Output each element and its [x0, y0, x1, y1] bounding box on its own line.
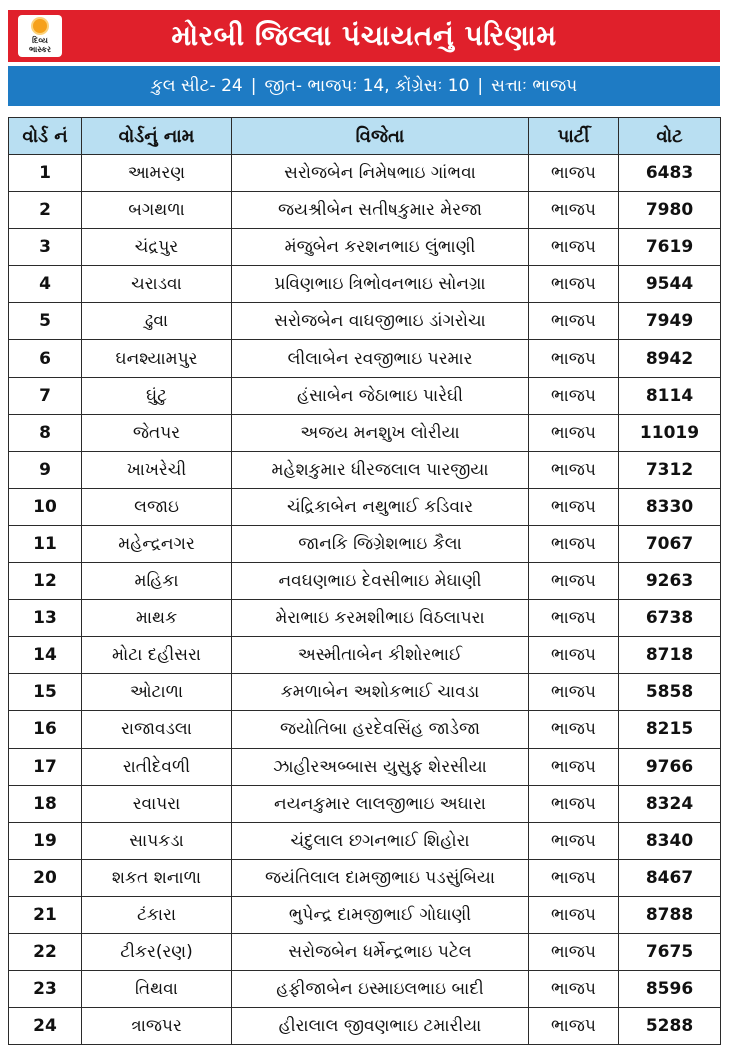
winner-cell: નવઘણભાઇ દેવસીભાઇ મેઘાણી [232, 563, 529, 600]
ward-number-cell: 15 [9, 674, 82, 711]
votes-cell: 6483 [619, 155, 721, 192]
winner-cell: મેરાભાઇ કરમશીભાઇ વિઠલાપરા [232, 600, 529, 637]
party-cell: ભાજપ [529, 192, 619, 229]
ward-number-cell: 21 [9, 896, 82, 933]
table-row [9, 451, 721, 488]
ward-number-cell: 18 [9, 785, 82, 822]
winner-cell: અજય મનશુખ લોરીયા [232, 414, 529, 451]
party-cell: ભાજપ [529, 933, 619, 970]
ward-name-cell: રાતીદેવળી [82, 748, 232, 785]
summary-separator: | [250, 76, 257, 96]
header-row [9, 118, 721, 155]
winner-cell: સરોજબેન ધર્મેન્દ્રભાઇ પટેલ [232, 933, 529, 970]
votes-cell: 8340 [619, 822, 721, 859]
party-cell: ભાજપ [529, 451, 619, 488]
logo-text-line2: ભાસ્કર [28, 44, 52, 54]
table-row [9, 822, 721, 859]
winner-cell: અસ્મીતાબેન કીશોરભાઈ [232, 637, 529, 674]
table-row [9, 525, 721, 562]
party-cell: ભાજપ [529, 748, 619, 785]
winner-cell: પ્રવિણભાઇ ત્રિભોવનભાઇ સોનગ્રા [232, 266, 529, 303]
votes-cell: 5858 [619, 674, 721, 711]
ward-number-cell: 20 [9, 859, 82, 896]
table-row [9, 748, 721, 785]
ward-number-cell: 5 [9, 303, 82, 340]
ward-number-cell: 10 [9, 488, 82, 525]
party-cell: ભાજપ [529, 414, 619, 451]
votes-cell: 8718 [619, 637, 721, 674]
table-row [9, 414, 721, 451]
winner-cell: હીરાલાલ જીવણભાઇ ટમારીયા [232, 1008, 529, 1045]
votes-cell: 8467 [619, 859, 721, 896]
ward-name-cell: જેતપર [82, 414, 232, 451]
ward-name-cell: ઓટાળા [82, 674, 232, 711]
table-row [9, 600, 721, 637]
summary-separator: | [477, 76, 484, 96]
table-row [9, 896, 721, 933]
table-row [9, 859, 721, 896]
header-ward-no: વોર્ડ નં [9, 118, 82, 155]
ward-name-cell: મોટા દહીસરા [82, 637, 232, 674]
table-row [9, 1008, 721, 1045]
votes-cell: 7619 [619, 229, 721, 266]
party-cell: ભાજપ [529, 377, 619, 414]
winner-cell: લીલાબેન રવજીભાઇ પરમાર [232, 340, 529, 377]
table-row [9, 488, 721, 525]
table-row [9, 340, 721, 377]
votes-cell: 8942 [619, 340, 721, 377]
party-cell: ભાજપ [529, 600, 619, 637]
winner-cell: જાનકિ જિગ્રેશભાઇ કૈલા [232, 525, 529, 562]
header-ward-name: વોર્ડનું નામ [82, 118, 232, 155]
party-cell: ભાજપ [529, 711, 619, 748]
votes-cell: 7312 [619, 451, 721, 488]
winner-cell: જયોતિબા હરદેવસિંહ જાડેજા [232, 711, 529, 748]
ward-name-cell: સાપકડા [82, 822, 232, 859]
title-bar [8, 10, 720, 62]
ward-number-cell: 17 [9, 748, 82, 785]
divya-bhaskar-logo [18, 15, 62, 57]
table-row [9, 563, 721, 600]
summary-total-seats: કુલ સીટ- 24 [150, 76, 243, 96]
votes-cell: 7067 [619, 525, 721, 562]
ward-name-cell: ખાખરેચી [82, 451, 232, 488]
ward-number-cell: 7 [9, 377, 82, 414]
votes-cell: 9263 [619, 563, 721, 600]
ward-name-cell: ઘનશ્યામપુર [82, 340, 232, 377]
ward-name-cell: મહિકા [82, 563, 232, 600]
ward-name-cell: ત્રાજપર [82, 1008, 232, 1045]
winner-cell: ચંદ્રિકાબેન નથુભાઈ કડિવાર [232, 488, 529, 525]
winner-cell: મંજુબેન કરશનભાઇ લુંભાણી [232, 229, 529, 266]
table-row [9, 229, 721, 266]
votes-cell: 7949 [619, 303, 721, 340]
party-cell: ભાજપ [529, 896, 619, 933]
votes-cell: 8596 [619, 971, 721, 1008]
party-cell: ભાજપ [529, 229, 619, 266]
ward-name-cell: આમરણ [82, 155, 232, 192]
page-title: મોરબી જિલ્લા પંચાયતનું પરિણામ [171, 19, 557, 52]
ward-name-cell: લજાઇ [82, 488, 232, 525]
party-cell: ભાજપ [529, 266, 619, 303]
summary-bar [8, 66, 720, 106]
table-row [9, 266, 721, 303]
ward-number-cell: 8 [9, 414, 82, 451]
ward-number-cell: 6 [9, 340, 82, 377]
winner-cell: સરોજબેન નિમેષભાઇ ગાંભવા [232, 155, 529, 192]
table-row [9, 377, 721, 414]
ward-name-cell: ઘુંટુ [82, 377, 232, 414]
winner-cell: નયનકુમાર લાલજીભાઇ અઘારા [232, 785, 529, 822]
ward-name-cell: રાજાવડલા [82, 711, 232, 748]
party-cell: ભાજપ [529, 822, 619, 859]
ward-number-cell: 13 [9, 600, 82, 637]
winner-cell: ઝાહીરઅબ્બાસ યુસુફ શેરસીયા [232, 748, 529, 785]
ward-number-cell: 24 [9, 1008, 82, 1045]
ward-number-cell: 16 [9, 711, 82, 748]
votes-cell: 8215 [619, 711, 721, 748]
votes-cell: 5288 [619, 1008, 721, 1045]
winner-cell: ભુપેન્દ્ર દામજીભાઈ ગોઘાણી [232, 896, 529, 933]
table-row [9, 674, 721, 711]
ward-number-cell: 14 [9, 637, 82, 674]
votes-cell: 9766 [619, 748, 721, 785]
ward-number-cell: 2 [9, 192, 82, 229]
votes-cell: 9544 [619, 266, 721, 303]
table-body [9, 155, 721, 1045]
votes-cell: 8114 [619, 377, 721, 414]
table-row [9, 637, 721, 674]
winner-cell: હફીજાબેન ઇસ્માઇલભાઇ બાદી [232, 971, 529, 1008]
party-cell: ભાજપ [529, 303, 619, 340]
ward-number-cell: 3 [9, 229, 82, 266]
ward-name-cell: મહેન્દ્રનગર [82, 525, 232, 562]
ward-name-cell: ચંદ્રપુર [82, 229, 232, 266]
table-row [9, 785, 721, 822]
results-table [8, 117, 721, 1045]
table-row [9, 192, 721, 229]
party-cell: ભાજપ [529, 340, 619, 377]
party-cell: ભાજપ [529, 637, 619, 674]
party-cell: ભાજપ [529, 155, 619, 192]
ward-name-cell: ટીકર(રણ) [82, 933, 232, 970]
party-cell: ભાજપ [529, 859, 619, 896]
table-row [9, 303, 721, 340]
party-cell: ભાજપ [529, 1008, 619, 1045]
votes-cell: 7980 [619, 192, 721, 229]
party-cell: ભાજપ [529, 525, 619, 562]
ward-name-cell: શકત શનાળા [82, 859, 232, 896]
summary-wins: જીત- ભાજપઃ 14, કોંગ્રેસઃ 10 [264, 76, 470, 96]
votes-cell: 8324 [619, 785, 721, 822]
winner-cell: હંસાબેન જેઠાભાઇ પારેઘી [232, 377, 529, 414]
ward-number-cell: 9 [9, 451, 82, 488]
party-cell: ભાજપ [529, 785, 619, 822]
table-row [9, 971, 721, 1008]
party-cell: ભાજપ [529, 563, 619, 600]
header-votes: વોટ [619, 118, 721, 155]
ward-number-cell: 12 [9, 563, 82, 600]
ward-number-cell: 22 [9, 933, 82, 970]
winner-cell: મહેશકુમાર ધીરજલાલ પારજીયા [232, 451, 529, 488]
votes-cell: 8788 [619, 896, 721, 933]
winner-cell: ચંદુલાલ છગનભાઈ શિહોરા [232, 822, 529, 859]
party-cell: ભાજપ [529, 674, 619, 711]
ward-name-cell: માથક [82, 600, 232, 637]
ward-name-cell: બગથળા [82, 192, 232, 229]
table-row [9, 933, 721, 970]
ward-name-cell: ઢુવા [82, 303, 232, 340]
ward-name-cell: તિથવા [82, 971, 232, 1008]
ward-number-cell: 23 [9, 971, 82, 1008]
header-winner: વિજેતા [232, 118, 529, 155]
table-row [9, 711, 721, 748]
summary-power: સત્તાઃ ભાજપ [491, 76, 578, 96]
ward-name-cell: રવાપરા [82, 785, 232, 822]
header-party: પાર્ટી [529, 118, 619, 155]
table-row [9, 155, 721, 192]
party-cell: ભાજપ [529, 971, 619, 1008]
votes-cell: 8330 [619, 488, 721, 525]
winner-cell: જયંતિલાલ દામજીભાઇ પડસુંબિયા [232, 859, 529, 896]
votes-cell: 6738 [619, 600, 721, 637]
votes-cell: 7675 [619, 933, 721, 970]
winner-cell: કમળાબેન અશોકભાઈ ચાવડા [232, 674, 529, 711]
logo-text-line1: દિવ્ય [32, 35, 48, 45]
ward-number-cell: 19 [9, 822, 82, 859]
winner-cell: સરોજબેન વાઘજીભાઇ ડાંગરોચા [232, 303, 529, 340]
ward-name-cell: ટંકારા [82, 896, 232, 933]
ward-number-cell: 4 [9, 266, 82, 303]
ward-number-cell: 1 [9, 155, 82, 192]
votes-cell: 11019 [619, 414, 721, 451]
ward-number-cell: 11 [9, 525, 82, 562]
party-cell: ભાજપ [529, 488, 619, 525]
winner-cell: જયશ્રીબેન સતીષકુમાર મેરજા [232, 192, 529, 229]
ward-name-cell: ચરાડવા [82, 266, 232, 303]
sun-icon [33, 19, 47, 33]
